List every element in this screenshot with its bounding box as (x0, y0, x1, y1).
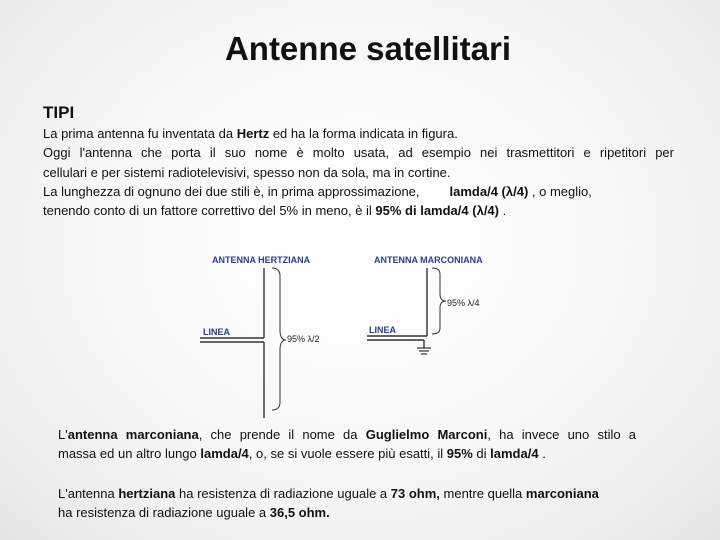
hertz-dimension-brace (272, 268, 286, 410)
text-line: L'antenna hertziana ha resistenza di radiazione uguale a 73 ohm, mentre quella marconiana (58, 486, 599, 501)
marconi-linea-label: LINEA (369, 325, 396, 335)
hertz-linea-label: LINEA (203, 327, 230, 337)
hertz-antenna-label: ANTENNA HERTZIANA (212, 255, 311, 265)
section-heading: TIPI (43, 103, 75, 122)
marconi-dimension-brace (432, 268, 446, 334)
hertz-dimension-text: 95% λ/2 (287, 334, 320, 344)
text-line: L'antenna marconiana, che prende il nome da Guglielmo Marconi, ha invece uno stilo a (58, 427, 636, 442)
text-line: La lunghezza di ognuno dei due stili è, in prima approssimazione, lamda/4 (λ/4) , o meglio, (43, 183, 592, 199)
marconi-dimension-text: 95% λ/4 (447, 298, 480, 308)
text-line: tenendo conto di un fattore correttivo del 5% in meno, è il 95% di lamda/4 (λ/4) . (43, 203, 507, 219)
marconi-paragraph (58, 425, 636, 464)
slide-title: Antenne satellitari (224, 30, 512, 67)
marconi-antenna-label: ANTENNA MARCONIANA (374, 255, 483, 265)
text-line: ha resistenza di radiazione uguale a 36,5 ohm. (58, 505, 330, 521)
text-line: cellulari e per sistemi radiotelevisivi, spesso non da sola, ma in cortine. (43, 164, 451, 180)
text-line: massa ed un altro lungo lamda/4, o, se si vuole essere più esatti, il 95% di lamda/4 . (58, 446, 546, 462)
resistance-paragraph (58, 484, 636, 523)
text-line: Oggi l'antenna che porta il suo nome è molto usata, ad esempio nei trasmettitori e ripetitori per (43, 145, 674, 161)
text-line: La prima antenna fu inventata da Hertz ed ha la forma indicata in figura. (43, 126, 458, 141)
